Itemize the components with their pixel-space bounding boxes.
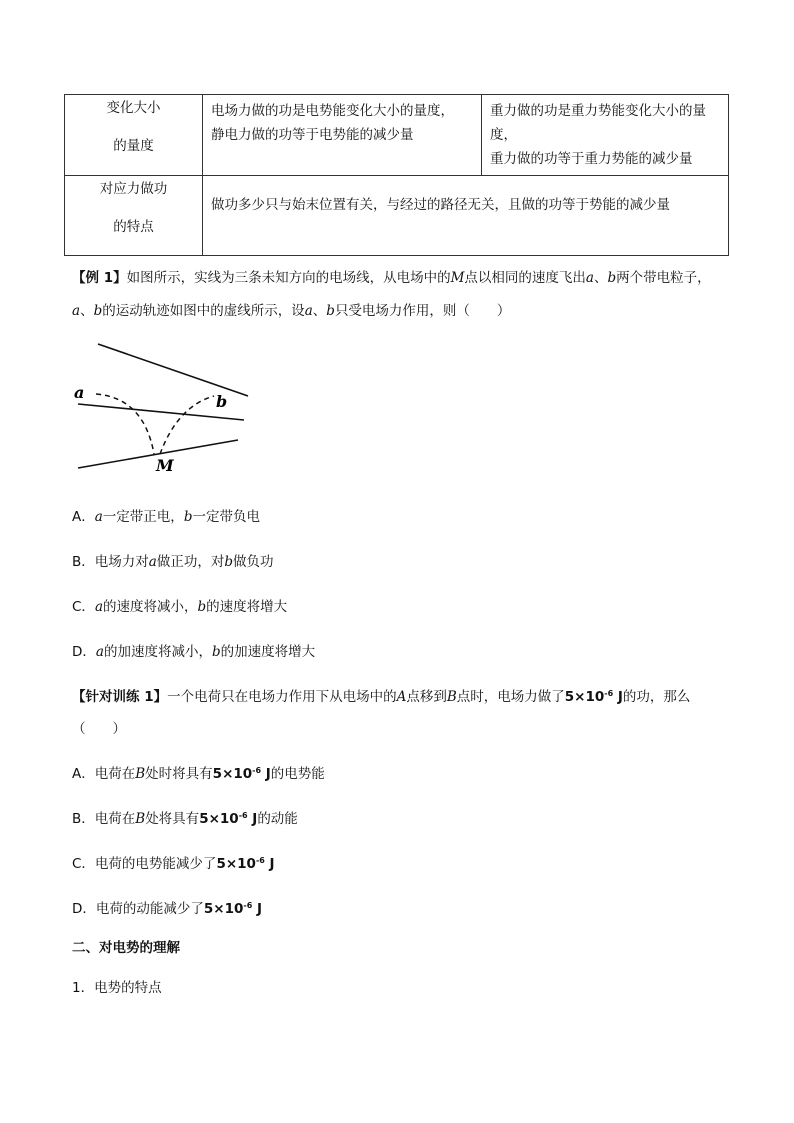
text: 的速度将减小，	[103, 599, 198, 615]
training1-option-b[interactable]	[72, 807, 298, 827]
text: 、	[312, 303, 327, 319]
text: 处将具有	[145, 811, 200, 827]
label-a: a	[74, 383, 85, 402]
unit: J	[269, 856, 275, 872]
quantity: 5×10	[216, 856, 256, 872]
text: 的功，那么	[622, 689, 691, 705]
training1-option-a[interactable]	[72, 762, 325, 782]
text: 只受电场力作用，则（ ）	[334, 303, 511, 319]
example1-option-a[interactable]	[72, 505, 260, 525]
training-tag: 【针对训练 1】	[72, 689, 168, 705]
quantity: 5×10	[203, 901, 244, 917]
trajectory-a	[96, 394, 154, 454]
text: 点时，电场力做了	[456, 689, 565, 705]
cell-electric-force-work	[203, 95, 482, 176]
option-letter: D．	[72, 901, 96, 917]
text: 点移到	[406, 689, 447, 705]
cell-text-line1: 重力做的功是重力势能变化大小的量度，	[490, 103, 706, 143]
var-b: b	[197, 599, 207, 615]
text: 电荷在	[94, 766, 136, 782]
text: 一定带正电，	[102, 509, 184, 525]
text: 的速度将增大	[206, 599, 288, 615]
text: 的动能	[257, 811, 298, 827]
example-tag: 【例 1】	[72, 270, 127, 286]
example1-option-c[interactable]	[72, 595, 287, 615]
option-letter: B．	[72, 811, 95, 827]
exponent: -6	[243, 901, 253, 910]
var-a: a	[94, 509, 103, 525]
text: 的加速度将增大	[220, 644, 316, 660]
var-B: B	[446, 689, 457, 705]
label-M: M	[156, 456, 174, 475]
comparison-table	[64, 94, 729, 256]
exponent: -6	[604, 689, 614, 698]
option-letter: A．	[72, 509, 95, 525]
text: 如图所示，实线为三条未知方向的电场线，从电场中的	[126, 270, 451, 286]
var-B: B	[135, 811, 146, 827]
var-b: b	[93, 303, 103, 319]
var-a: a	[95, 644, 104, 660]
row-header-line2: 的特点	[113, 219, 154, 235]
quantity: 5×10	[564, 689, 605, 705]
text: 、	[80, 303, 94, 319]
text: 一个电荷只在电场力作用下从电场中的	[167, 689, 397, 705]
section-item-1: 1．电势的特点	[72, 980, 162, 996]
var-a: a	[585, 270, 594, 286]
var-a: a	[94, 599, 103, 615]
option-letter: C．	[72, 599, 95, 615]
section-heading: 二、对电势的理解	[72, 940, 180, 956]
example1-line2	[72, 299, 510, 319]
table-row-change-measure	[65, 95, 729, 176]
text: 电荷的动能减少了	[95, 901, 204, 917]
example1-option-b[interactable]	[72, 550, 273, 570]
var-M: M	[450, 270, 465, 286]
exponent: -6	[238, 811, 248, 820]
quantity: 5×10	[212, 766, 253, 782]
quantity: 5×10	[199, 811, 239, 827]
option-letter: D．	[72, 644, 96, 660]
unit: J	[257, 901, 263, 917]
var-b: b	[211, 644, 221, 660]
exponent: -6	[255, 856, 265, 865]
text: 处时将具有	[145, 766, 213, 782]
cell-work-feature	[203, 176, 729, 256]
text: 电荷的电势能减少了	[94, 856, 217, 872]
var-a: a	[148, 554, 157, 570]
cell-text-line1: 电场力做的功是电势能变化大小的量度，	[211, 103, 454, 119]
electric-field-figure	[66, 336, 266, 476]
var-b: b	[326, 303, 335, 319]
var-B: B	[135, 766, 146, 782]
var-a: a	[304, 303, 313, 319]
text: 的加速度将减小，	[103, 644, 212, 660]
example1-line1	[72, 266, 711, 286]
text: 做正功，对	[156, 554, 225, 570]
unit: J	[617, 689, 623, 705]
cell-gravity-work	[482, 95, 729, 176]
var-b: b	[607, 270, 617, 286]
training1-option-d[interactable]	[72, 897, 262, 917]
example1-option-d[interactable]	[72, 640, 315, 660]
row-header-work-feature	[65, 176, 203, 256]
option-letter: A．	[72, 766, 95, 782]
text: 的运动轨迹如图中的虚线所示，设	[102, 303, 305, 319]
label-b: b	[216, 392, 228, 411]
training1-option-c[interactable]	[72, 852, 275, 872]
option-letter: C．	[72, 856, 95, 872]
text: 电场力对	[94, 554, 149, 570]
var-b: b	[224, 554, 233, 570]
cell-text-line2: 静电力做的功等于电势能的减少量	[211, 127, 414, 143]
text: 、	[593, 270, 608, 286]
cell-text: 做功多少只与始末位置有关，与经过的路径无关，且做的功等于势能的减少量	[211, 197, 670, 213]
training1-line2: （ ）	[72, 721, 126, 737]
unit: J	[265, 766, 271, 782]
text: 的电势能	[270, 766, 325, 782]
row-header-change-measure	[65, 95, 203, 176]
text: 一定带负电	[192, 509, 260, 525]
row-header-line1: 变化大小	[106, 100, 161, 116]
training1-line1	[72, 685, 690, 705]
text: 点以相同的速度飞出	[464, 270, 586, 286]
unit: J	[252, 811, 258, 827]
row-header-line1: 对应力做功	[99, 181, 168, 197]
text: 电荷在	[94, 811, 136, 827]
var-a: a	[72, 303, 81, 319]
field-line-top	[98, 344, 248, 396]
option-letter: B．	[72, 554, 95, 570]
row-header-line2: 的量度	[113, 138, 154, 154]
text: 两个带电粒子，	[616, 270, 711, 286]
text: 做负功	[232, 554, 274, 570]
var-A: A	[396, 689, 407, 705]
exponent: -6	[252, 766, 262, 775]
var-b: b	[183, 509, 193, 525]
table-row-work-feature	[65, 176, 729, 256]
cell-text-line2: 重力做的功等于重力势能的减少量	[490, 151, 693, 167]
